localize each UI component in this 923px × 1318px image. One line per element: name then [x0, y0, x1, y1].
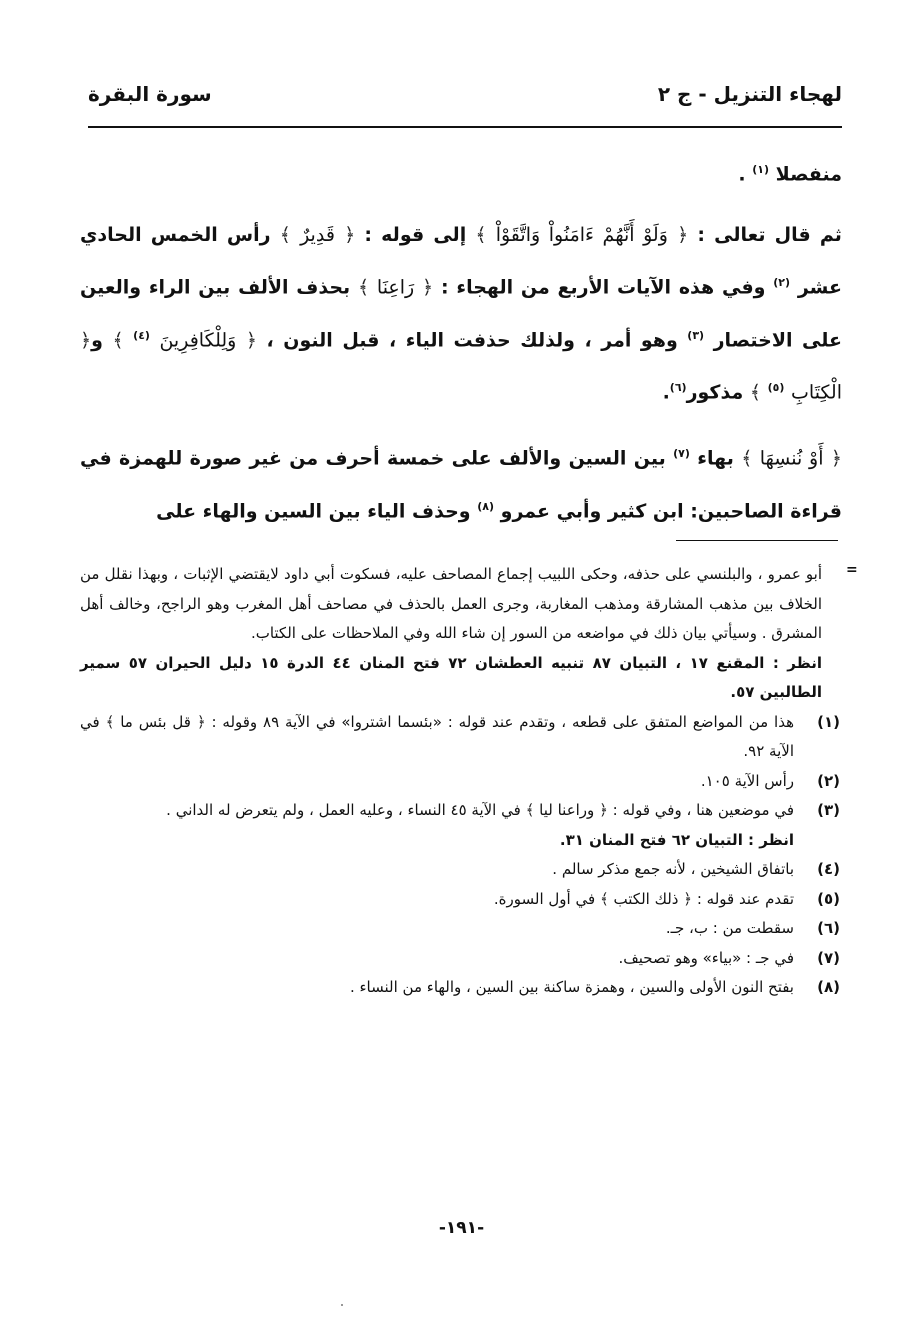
- footnote-continued: [80, 560, 840, 708]
- quran-quote: أَوْ نُنسِهَا: [759, 447, 824, 470]
- book-title: لهجاء التنزيل - ج ٢: [657, 82, 842, 106]
- quran-quote: قَدِيرٌ: [300, 224, 335, 247]
- paragraph-3: [80, 430, 842, 535]
- footnote-number: (٢): [817, 771, 840, 790]
- running-header: [88, 72, 842, 122]
- main-text: [80, 146, 842, 535]
- footnote-number: (٥): [817, 889, 840, 908]
- text-run: هذا من المواضع المتفق على قطعه ، وتقدم عند قوله : «بئسما اشتروا» في الآية ٨٩ وقوله :: [211, 712, 794, 731]
- footnote-7: [80, 944, 840, 974]
- quran-bracket-close: ﴾: [525, 801, 535, 819]
- quran-bracket-open: ﴿: [422, 276, 434, 299]
- quran-bracket-close: ﴾: [357, 276, 370, 299]
- footnote-reference: انظر : المقنع ١٧ ، التبيان ٨٧ تنبيه العطشان ٧٢ فتح المنان ٤٤ الدرة ١٥ دليل الحيران ٥٧ سمير الطالبين ٥٧.: [80, 653, 823, 701]
- quran-bracket-close: ﴾: [112, 328, 124, 351]
- footnote-text: [80, 796, 794, 855]
- footnote-ref-7: (٧): [673, 447, 690, 461]
- page-number: -١٩١-: [438, 1218, 485, 1238]
- text-run: مذكور: [686, 381, 744, 404]
- text-run: و: [91, 328, 103, 351]
- footnote-text: باتفاق الشيخين ، لأنه جمع مذكر سالم .: [552, 860, 794, 878]
- quran-bracket-close: ﴾: [105, 712, 115, 731]
- text-run: وهو أمر ، ولذلك حذفت الياء ، قبل النون ،: [266, 328, 678, 351]
- header-divider: [88, 126, 842, 128]
- text-run: منفصلا: [775, 163, 842, 186]
- paragraph-2: [80, 212, 842, 416]
- footnote-text: سقطت من : ب، جـ.: [665, 919, 794, 937]
- quran-bracket-close: ﴾: [279, 224, 291, 247]
- footnote-ref-2: (٢): [773, 276, 791, 290]
- text-run: تقدم عند قوله :: [696, 889, 794, 908]
- text-run: في الآية ٩٢.: [80, 712, 794, 760]
- quran-bracket-open: ﴿: [830, 447, 842, 470]
- footnotes: [80, 560, 840, 1003]
- text-run: وحذف الياء بين السين والهاء على: [156, 499, 471, 522]
- footnote-text: [80, 708, 794, 767]
- quran-quote: وَلَوْ أَنَّهُمْ ءَامَنُواْ وَاتَّقَوْاْ: [495, 224, 668, 247]
- text-run: في أول السورة.: [493, 889, 596, 908]
- quran-bracket-open: ﴿: [677, 224, 689, 247]
- footnote-text: أبو عمرو ، والبلنسي على حذفه، وحكى اللبيب إجماع المصاحف عليه، فسكوت أبي داود لايقتضي الإثبات ، وبهذا نقلل من الخلاف بين مذهب المشارقة ومذهب المغاربة، وجرى العمل بالحذف في مصاحف أهل المغرب وهو الراجح، وخالف أهل المشرق . وسيأتي بيان ذلك في مواضعه من السور إن شاء الله وفي الملاحظات على الكتاب.: [80, 565, 822, 642]
- footnote-text: [80, 885, 794, 915]
- quran-bracket-close: ﴾: [599, 889, 609, 908]
- footnote-6: [80, 914, 840, 944]
- quran-quote: رَاعِنَا: [376, 276, 415, 299]
- footnote-ref-4: (٤): [133, 328, 150, 342]
- footnote-ref-6: (٦): [669, 380, 687, 394]
- footnote-number: (٣): [817, 801, 840, 819]
- footnote-ref-5: (٥): [767, 380, 785, 394]
- footnote-3: [80, 796, 840, 855]
- quran-quote: الْكِتَابِ: [791, 381, 842, 404]
- footnote-text: بفتح النون الأولى والسين ، وهمزة ساكنة بين السين ، والهاء من النساء .: [349, 978, 794, 996]
- footnote-number: (٨): [817, 978, 840, 996]
- text-run: .: [738, 163, 746, 186]
- quran-bracket-open: ﴿: [599, 801, 608, 819]
- footnote-ref-8: (٨): [477, 499, 495, 513]
- footnote-ref-3: (٣): [687, 328, 705, 342]
- footnote-2: [80, 767, 840, 797]
- footnote-ref-1: (١): [752, 163, 770, 176]
- text-run: بحذف الألف بين الراء والعين على الاختصار: [80, 276, 842, 351]
- footnote-reference: انظر : التبيان ٦٢ فتح المنان ٣١.: [559, 830, 794, 849]
- footnote-text: في جـ : «بياء» وهو تصحيف.: [618, 948, 794, 967]
- paragraph-1: [80, 146, 842, 198]
- quran-bracket-open: ﴿: [196, 712, 206, 731]
- chapter-title: سورة البقرة: [88, 82, 212, 106]
- footnote-8: [80, 973, 840, 1003]
- quran-quote: قل بئس ما: [120, 712, 191, 731]
- text-run: في الآية ٤٥ النساء ، وعليه العمل ، ولم يتعرض له الداني .: [166, 801, 521, 819]
- quran-bracket-close: ﴾: [749, 381, 761, 404]
- quran-bracket-close: ﴾: [741, 447, 753, 470]
- footnote-number: (٧): [817, 948, 840, 967]
- footnote-4: [80, 855, 840, 885]
- quran-bracket-open: ﴿: [683, 889, 693, 908]
- text-run: في موضعين هنا ، وفي قوله :: [612, 801, 794, 819]
- quran-quote: وراعنا ليا: [539, 801, 595, 819]
- footnote-number: (٦): [817, 919, 840, 937]
- quran-bracket-close: ﴾: [475, 224, 487, 247]
- text-run: بين السين والألف على خمسة أحرف من غير صورة للهمزة في قراءة الصاحبين: ابن كثير وأبي عمرو: [80, 447, 842, 522]
- quran-quote: ذلك الكتب: [613, 889, 679, 908]
- text-run: إلى قوله :: [364, 224, 467, 247]
- text-run: بهاء: [697, 447, 734, 470]
- quran-bracket-open: ﴿: [245, 328, 257, 351]
- text-run: ثم قال تعالى :: [697, 224, 842, 247]
- scan-speck: [341, 1304, 343, 1306]
- footnote-text: رأس الآية ١٠٥.: [700, 771, 794, 790]
- footnote-5: [80, 885, 840, 915]
- text-run: وفي هذه الآيات الأربع من الهجاء :: [440, 276, 766, 299]
- footnote-number: (٤): [817, 860, 840, 878]
- text-run: .: [662, 381, 670, 404]
- footnote-continuation-mark: =: [846, 562, 858, 578]
- quran-bracket-open: ﴿: [80, 328, 92, 351]
- text-run: رأس الخمس الحادي عشر: [80, 224, 842, 299]
- quran-bracket-open: ﴿: [344, 224, 356, 247]
- footnote-number: (١): [817, 712, 840, 731]
- footnote-1: [80, 708, 840, 767]
- footnote-divider: [676, 540, 838, 541]
- quran-quote: وَلِلْكَافِرِينَ: [159, 328, 237, 351]
